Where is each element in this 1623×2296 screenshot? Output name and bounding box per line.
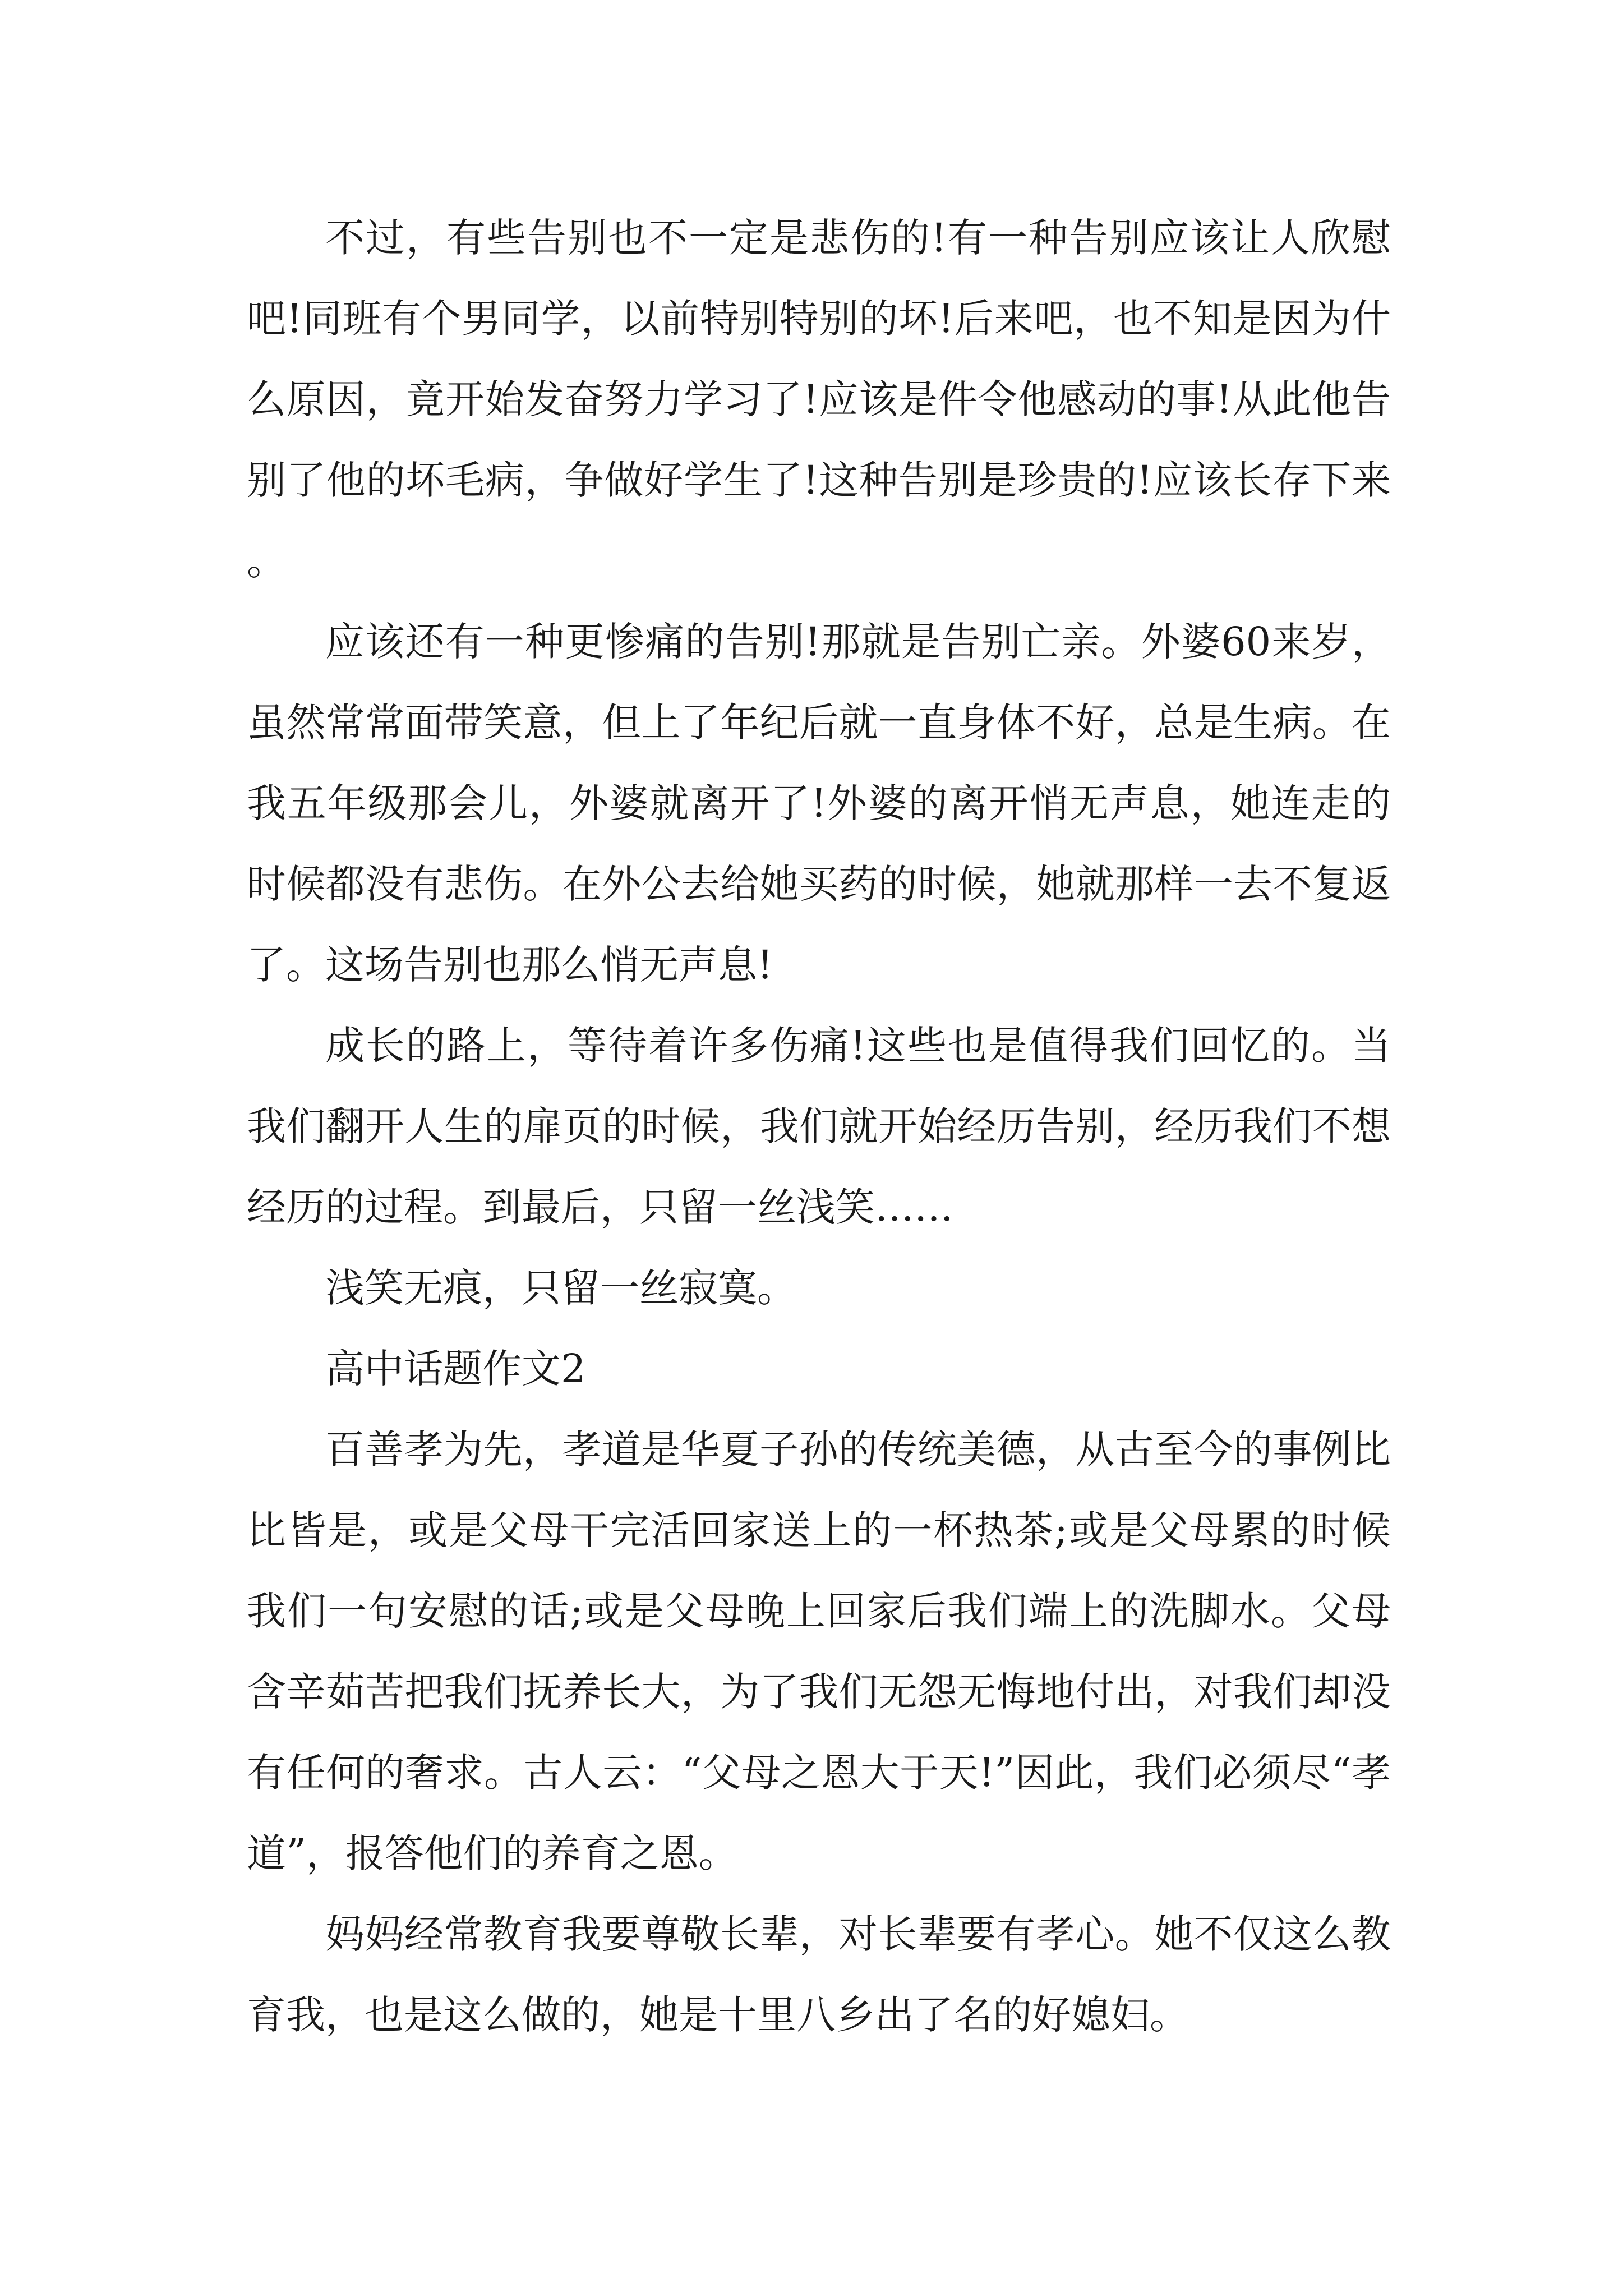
- paragraph: 应该还有一种更惨痛的告别!那就是告别亡亲。外婆60来岁，虽然常常面带笑意，但上了年纪后就一直身体不好，总是生病。在我五年级那会儿，外婆就离开了!外婆的离开悄无声息，她连走的时候都没有悲伤。在外公去给她买药的时候，她就那样一去不复返了。这场告别也那么悄无声息!: [247, 619, 1391, 988]
- paragraph: 不过，有些告别也不一定是悲伤的!有一种告别应该让人欣慰吧!同班有个男同学，以前特别特别的坏!后来吧，也不知是因为什么原因，竟开始发奋努力学习了!应该是件令他感动的事!从此他告别了他的坏毛病，争做好学生了!这种告别是珍贵的!应该长存下来。: [247, 215, 1391, 584]
- paragraph: 浅笑无痕，只留一丝寂寞。: [325, 1265, 796, 1311]
- section-heading: 高中话题作文2: [325, 1346, 586, 1392]
- paragraph: 百善孝为先，孝道是华夏子孙的传统美德，从古至今的事例比比皆是，或是父母干完活回家送上的一杯热茶;或是父母累的时候我们一句安慰的话;或是父母晚上回家后我们端上的洗脚水。父母含辛茹苦把我们抚养长大，为了我们无怨无悔地付出，对我们却没有任何的奢求。古人云：“父母之恩大于天!”因此，我们必须尽“孝道”，报答他们的养育之恩。: [247, 1427, 1391, 1876]
- paragraph: 妈妈经常教育我要尊敬长辈，对长辈要有孝心。她不仅这么教育我，也是这么做的，她是十里八乡出了名的好媳妇。: [247, 1911, 1391, 2038]
- paragraph: 成长的路上，等待着许多伤痛!这些也是值得我们回忆的。当我们翻开人生的扉页的时候，我们就开始经历告别，经历我们不想经历的过程。到最后，只留一丝浅笑……: [247, 1023, 1391, 1230]
- document-body: [247, 197, 1391, 2055]
